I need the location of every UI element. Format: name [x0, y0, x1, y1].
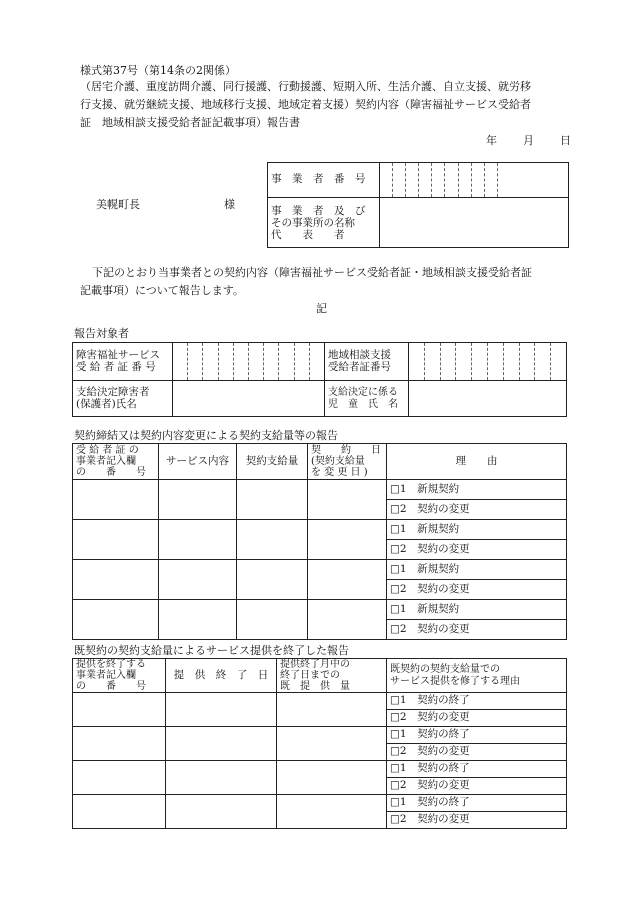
contract-row-1-service[interactable] — [159, 480, 237, 520]
provider-name-field[interactable] — [380, 198, 569, 248]
title-line-1: （居宅介護、重度訪問介護、同行援護、行動援護、短期入所、生活介護、自立支援、就労移 — [80, 80, 531, 93]
contract-row-1-reason-new[interactable]: □1 新規契約 — [387, 480, 567, 500]
termination-row-2-cert[interactable] — [73, 727, 166, 761]
termination-row-2-end-date[interactable] — [166, 727, 277, 761]
termination-row-3-end-date[interactable] — [166, 761, 277, 795]
termination-row-4-reason-change[interactable]: □2 契約の変更 — [387, 812, 567, 829]
provider-number-label: 事 業 者 番 号 — [268, 163, 380, 198]
contract-row-4-date[interactable] — [308, 600, 387, 640]
form-number: 様式第37号（第14条の2関係） — [80, 64, 236, 77]
contract-table — [72, 443, 567, 640]
termination-row-2-reason-end[interactable]: □1 契約の終了 — [387, 727, 567, 744]
date-month: 月 — [523, 134, 534, 147]
termination-header-cert-number: 提供を終了する 事業者記入欄 の 番 号 — [73, 659, 166, 693]
termination-row-4-end-date[interactable] — [166, 795, 277, 829]
target-section-title: 報告対象者 — [74, 327, 129, 340]
contract-header-reason: 理 由 — [387, 444, 567, 480]
termination-table — [72, 658, 567, 829]
provider-number-boxes[interactable] — [380, 163, 569, 198]
termination-header-end-date: 提 供 終 了 日 — [166, 659, 277, 693]
contract-row-3-reason-change[interactable]: □2 契約の変更 — [387, 580, 567, 600]
contract-row-2-amount[interactable] — [237, 520, 308, 560]
cert-number-label: 障害福祉サービス 受 給 者 証 番 号 — [73, 343, 173, 381]
contract-row-3-date[interactable] — [308, 560, 387, 600]
contract-row-2-date[interactable] — [308, 520, 387, 560]
termination-row-1-reason-end[interactable]: □1 契約の終了 — [387, 693, 567, 710]
contract-header-amount: 契約支給量 — [237, 444, 308, 480]
termination-header-provided-amount: 提供終了月中の 終了日までの 既 提 供 量 — [277, 659, 387, 693]
contract-header-date: 契 約 日 (契約支給量 を 変 更 日 ) — [308, 444, 387, 480]
termination-row-3-reason-end[interactable]: □1 契約の終了 — [387, 761, 567, 778]
termination-row-1-reason-change[interactable]: □2 契約の変更 — [387, 710, 567, 727]
contract-row-4-amount[interactable] — [237, 600, 308, 640]
addressee-honorific: 様 — [224, 198, 235, 211]
target-table — [72, 342, 567, 417]
child-name-label: 支給決定に係る 児 童 氏 名 — [325, 381, 409, 417]
contract-row-1-date[interactable] — [308, 480, 387, 520]
chiiki-number-boxes[interactable] — [409, 343, 567, 381]
contract-header-cert-number: 受 給 者 証 の 事業者記入欄 の 番 号 — [73, 444, 159, 480]
termination-row-3-cert[interactable] — [73, 761, 166, 795]
contract-row-2-reason-change[interactable]: □2 契約の変更 — [387, 540, 567, 560]
termination-header-reason: 既契約の契約支給量での サービス提供を修了する理由 — [387, 659, 567, 693]
ki-label: 記 — [316, 302, 327, 315]
contract-row-3-service[interactable] — [159, 560, 237, 600]
termination-section-title: 既契約の契約支給量によるサービス提供を終了した報告 — [74, 644, 349, 657]
contract-row-1-cert[interactable] — [73, 480, 159, 520]
intro-line-1: 下記のとおり当事業者との契約内容（障害福祉サービス受給者証・地域相談支援受給者証 — [92, 266, 532, 279]
contract-row-3-reason-new[interactable]: □1 新規契約 — [387, 560, 567, 580]
child-name-field[interactable] — [409, 381, 567, 417]
guardian-name-label: 支給決定障害者 (保護者)氏名 — [73, 381, 173, 417]
termination-row-4-reason-end[interactable]: □1 契約の終了 — [387, 795, 567, 812]
termination-row-3-amount[interactable] — [277, 761, 387, 795]
title-line-3: 証 地域相談支援受給者証記載事項）報告書 — [80, 116, 300, 129]
contract-header-service: サービス内容 — [159, 444, 237, 480]
termination-row-4-amount[interactable] — [277, 795, 387, 829]
contract-row-4-reason-new[interactable]: □1 新規契約 — [387, 600, 567, 620]
contract-row-4-service[interactable] — [159, 600, 237, 640]
title-line-2: 行支援、就労継続支援、地域移行支援、地域定着支援）契約内容（障害福祉サービス受給者 — [80, 98, 531, 111]
termination-row-2-amount[interactable] — [277, 727, 387, 761]
termination-row-4-cert[interactable] — [73, 795, 166, 829]
contract-row-2-reason-new[interactable]: □1 新規契約 — [387, 520, 567, 540]
addressee-name: 美幌町長 — [96, 198, 140, 211]
chiiki-number-label: 地域相談支援 受給者証番号 — [325, 343, 409, 381]
contract-row-4-reason-change[interactable]: □2 契約の変更 — [387, 620, 567, 640]
date-day: 日 — [560, 134, 571, 147]
date-year: 年 — [486, 134, 497, 147]
contract-row-2-service[interactable] — [159, 520, 237, 560]
contract-row-4-cert[interactable] — [73, 600, 159, 640]
intro-line-2: 記載事項）について報告します。 — [80, 284, 244, 297]
termination-row-1-cert[interactable] — [73, 693, 166, 727]
termination-row-1-end-date[interactable] — [166, 693, 277, 727]
termination-row-1-amount[interactable] — [277, 693, 387, 727]
contract-row-3-amount[interactable] — [237, 560, 308, 600]
provider-table — [267, 162, 569, 248]
termination-row-3-reason-change[interactable]: □2 契約の変更 — [387, 778, 567, 795]
contract-row-1-reason-change[interactable]: □2 契約の変更 — [387, 500, 567, 520]
contract-section-title: 契約締結又は契約内容変更による契約支給量等の報告 — [74, 429, 338, 442]
termination-row-2-reason-change[interactable]: □2 契約の変更 — [387, 744, 567, 761]
provider-name-label: 事 業 者 及 び その事業所の名称 代 表 者 — [268, 198, 380, 248]
contract-row-3-cert[interactable] — [73, 560, 159, 600]
cert-number-boxes[interactable] — [173, 343, 325, 381]
guardian-name-field[interactable] — [173, 381, 325, 417]
contract-row-2-cert[interactable] — [73, 520, 159, 560]
contract-row-1-amount[interactable] — [237, 480, 308, 520]
